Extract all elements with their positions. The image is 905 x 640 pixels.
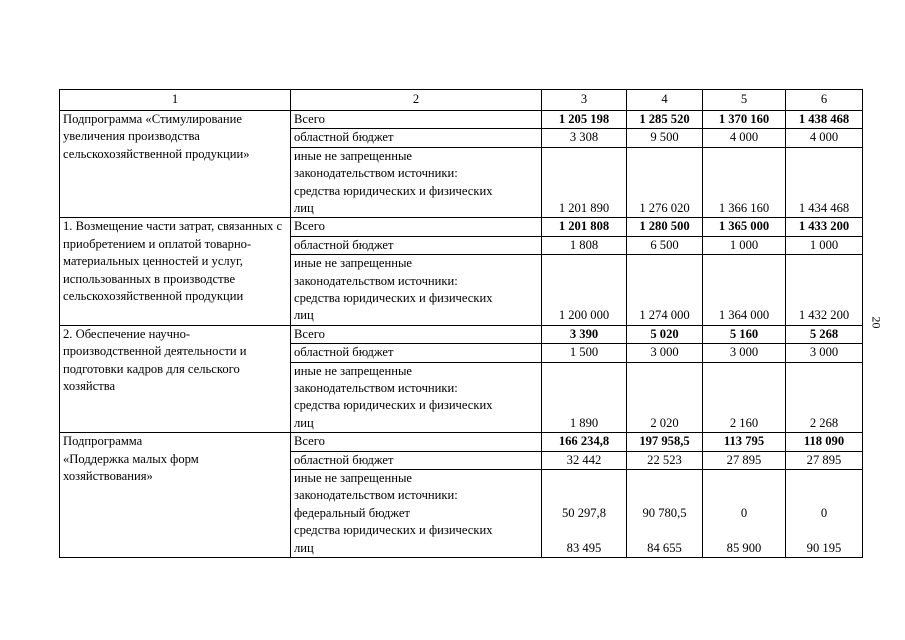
header-cell: 1 <box>60 90 291 111</box>
value-cell: 197 958,5 <box>627 433 703 451</box>
program-name: 2. Обеспечение научно-производственной деятельности и подготовки кадров для сельского хозяйства <box>60 325 291 432</box>
value-cell: 1 276 020 <box>627 147 703 218</box>
value-cell: 5 268 <box>786 325 863 343</box>
value-cell: 1 000 <box>786 236 863 254</box>
value-cell: 32 442 <box>542 451 627 469</box>
program-name: 1. Возмещение части затрат, связанных с приобретением и оплатой товарно-материальных ценностей и услуг, использованных в производстве сельскохозяйственной продукции <box>60 218 291 325</box>
value-cell: 1 434 468 <box>786 147 863 218</box>
value-cell: 5 020 <box>627 325 703 343</box>
value-cell: 2 160 <box>703 362 786 433</box>
source-label: иные не запрещенные законодательством источники: средства юридических и физических лиц <box>291 147 542 218</box>
table-row <box>60 325 863 343</box>
value-cell: 50 297,8 83 495 <box>542 469 627 557</box>
value-cell: 1 500 <box>542 344 627 362</box>
value-cell: 1 000 <box>703 236 786 254</box>
value-cell: 3 308 <box>542 129 627 147</box>
value-cell: 2 020 <box>627 362 703 433</box>
source-label: иные не запрещенные законодательством источники: федеральный бюджет средства юридических и физических лиц <box>291 469 542 557</box>
program-name: Подпрограмма «Поддержка малых форм хозяйствования» <box>60 433 291 558</box>
header-cell: 4 <box>627 90 703 111</box>
value-cell: 1 201 890 <box>542 147 627 218</box>
table-row <box>60 433 863 451</box>
table-row <box>60 218 863 236</box>
header-cell: 5 <box>703 90 786 111</box>
source-label: иные не запрещенные законодательством источники: средства юридических и физических лиц <box>291 362 542 433</box>
header-row <box>60 90 863 111</box>
value-cell: 22 523 <box>627 451 703 469</box>
source-label: Всего <box>291 218 542 236</box>
table-row <box>60 111 863 129</box>
header-cell: 3 <box>542 90 627 111</box>
value-cell: 9 500 <box>627 129 703 147</box>
program-name: Подпрограмма «Стимулирование увеличения производства сельскохозяйственной продукции» <box>60 111 291 218</box>
source-label: областной бюджет <box>291 344 542 362</box>
header-cell: 6 <box>786 90 863 111</box>
value-cell: 3 000 <box>786 344 863 362</box>
value-cell: 1 285 520 <box>627 111 703 129</box>
value-cell: 4 000 <box>703 129 786 147</box>
value-cell: 1 890 <box>542 362 627 433</box>
source-label: областной бюджет <box>291 129 542 147</box>
value-cell: 6 500 <box>627 236 703 254</box>
source-label: областной бюджет <box>291 451 542 469</box>
value-cell: 1 432 200 <box>786 255 863 326</box>
source-label: Всего <box>291 111 542 129</box>
source-label: областной бюджет <box>291 236 542 254</box>
value-cell: 2 268 <box>786 362 863 433</box>
source-label: Всего <box>291 433 542 451</box>
source-label: Всего <box>291 325 542 343</box>
value-cell: 3 000 <box>627 344 703 362</box>
value-cell: 90 780,5 84 655 <box>627 469 703 557</box>
value-cell: 1 200 000 <box>542 255 627 326</box>
budget-table <box>59 89 863 558</box>
value-cell: 118 090 <box>786 433 863 451</box>
value-cell: 1 438 468 <box>786 111 863 129</box>
value-cell: 1 808 <box>542 236 627 254</box>
value-cell: 1 280 500 <box>627 218 703 236</box>
value-cell: 1 366 160 <box>703 147 786 218</box>
value-cell: 3 000 <box>703 344 786 362</box>
value-cell: 1 365 000 <box>703 218 786 236</box>
value-cell: 113 795 <box>703 433 786 451</box>
value-cell: 0 85 900 <box>703 469 786 557</box>
value-cell: 1 364 000 <box>703 255 786 326</box>
value-cell: 1 205 198 <box>542 111 627 129</box>
header-cell: 2 <box>291 90 542 111</box>
value-cell: 27 895 <box>703 451 786 469</box>
value-cell: 1 433 200 <box>786 218 863 236</box>
page-number: 20 <box>869 316 884 329</box>
source-label: иные не запрещенные законодательством источники: средства юридических и физических лиц <box>291 255 542 326</box>
value-cell: 1 201 808 <box>542 218 627 236</box>
value-cell: 0 90 195 <box>786 469 863 557</box>
value-cell: 1 370 160 <box>703 111 786 129</box>
value-cell: 166 234,8 <box>542 433 627 451</box>
value-cell: 1 274 000 <box>627 255 703 326</box>
value-cell: 27 895 <box>786 451 863 469</box>
value-cell: 5 160 <box>703 325 786 343</box>
value-cell: 3 390 <box>542 325 627 343</box>
value-cell: 4 000 <box>786 129 863 147</box>
